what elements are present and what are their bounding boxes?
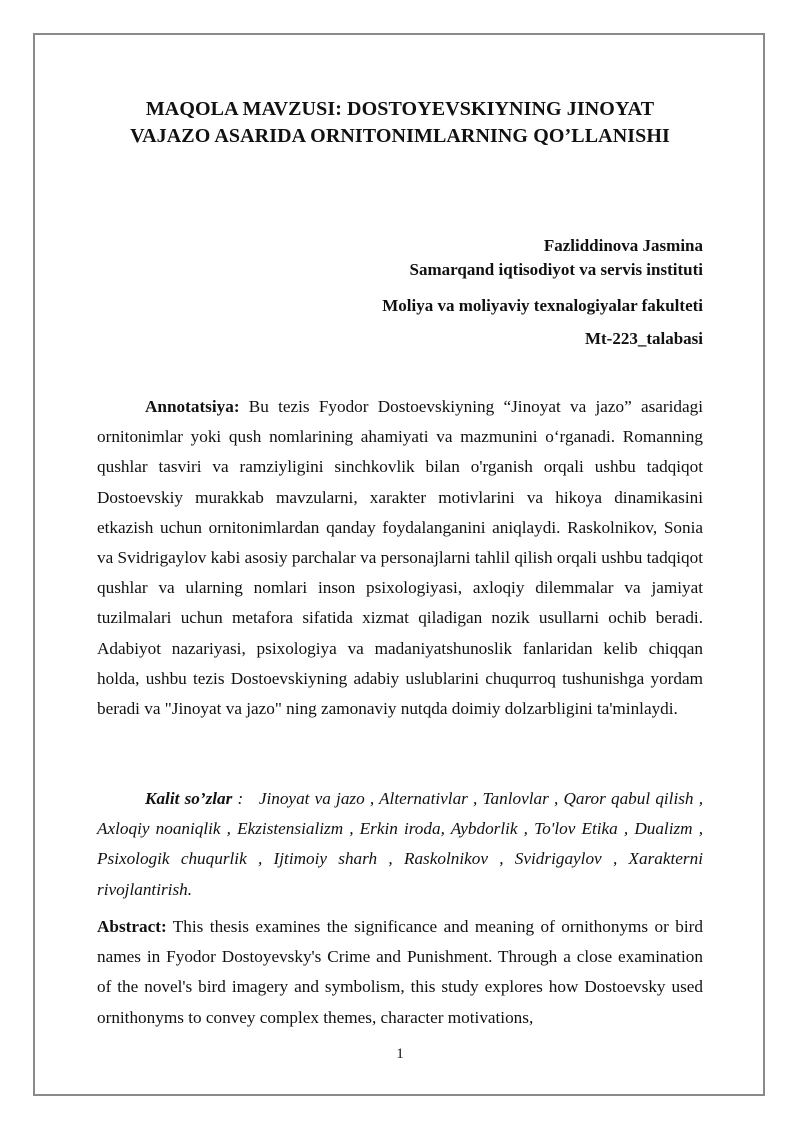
author-faculty: Moliya va moliyaviy texnalogiyalar fakulteti (382, 296, 703, 315)
title-line-1: MAQOLA MAVZUSI: DOSTOYEVSKIYNING JINOYAT (145, 98, 655, 120)
keywords-separator: : (232, 789, 259, 808)
keywords-section (97, 784, 703, 905)
page-number: 1 (396, 1046, 404, 1062)
author-name: Fazliddinova Jasmina (543, 236, 703, 255)
annotation-text: Bu tezis Fyodor Dostoevskiyning “Jinoyat va jazo” asaridagi ornitonimlar yoki qush nomlarining ahamiyati va mazmunini o‘rganadi. Romanning qushlar tasviri va ramziyligini sinchkovlik bilan o'rganish orqali ushbu tadqiqot Dostoevskiy murakkab mavzularni, xarakter motivlarini va hikoya dinamikasini etkazish uchun ornitonimlardan qanday foydalanganini aniqlaydi. Raskolnikov, Sonia va Svidrigaylov kabi asosiy parchalar va personajlarni tahlil qilish orqali ushbu tadqiqot qushlar va ularning nomlari inson psixologiyasi, axloqiy dilemmalar va jamiyat tuzilmalari uchun metafora sifatida xizmat qiladigan nozik usullarni ochib beradi. Adabiyot nazariyasi, psixologiya va madaniyatshunoslik fanlaridan kelib chiqqan holda, ushbu tezis Dostoevskiyning adabiy uslublarini chuqurroq tushunishga yordam beradi va "Jinoyat va jazo" ning zamonaviy nutqda doimiy dolzarbligini ta'minlaydi. (97, 397, 703, 719)
keywords-label: Kalit so’zlar (145, 789, 233, 808)
abstract-section (97, 912, 703, 1033)
keywords-text: Jinoyat va jazo , Alternativlar , Tanlovlar , Qaror qabul qilish , Axloqiy noaniqlik , Ekzistensializm , Erkin iroda, Aybdorlik , To'lov Etika , Dualizm , Psixologik chuqurlik , Ijtimoiy sharh , Raskolnikov , Svidrigaylov , Xarakterni rivojlantirish. (97, 789, 704, 899)
annotation-section (97, 392, 703, 724)
annotation-label: Annotatsiya: (145, 397, 240, 416)
abstract-label: Abstract: (97, 917, 167, 936)
abstract-text: This thesis examines the significance and meaning of ornithonyms or bird names in Fyodor Dostoyevsky's Crime and Punishment. Through a close examination of the novel's bird imagery and symbolism, this study explores how Dostoevsky used ornithonyms to convey complex themes, character motivations, (97, 917, 703, 1027)
document-title (97, 96, 703, 150)
author-group: Mt-223_talabasi (584, 329, 703, 348)
title-line-2: VAJAZO ASARIDA ORNITONIMLARNING QO’LLANISHI (130, 125, 670, 147)
author-institute: Samarqand iqtisodiyot va servis instituti (409, 260, 703, 279)
